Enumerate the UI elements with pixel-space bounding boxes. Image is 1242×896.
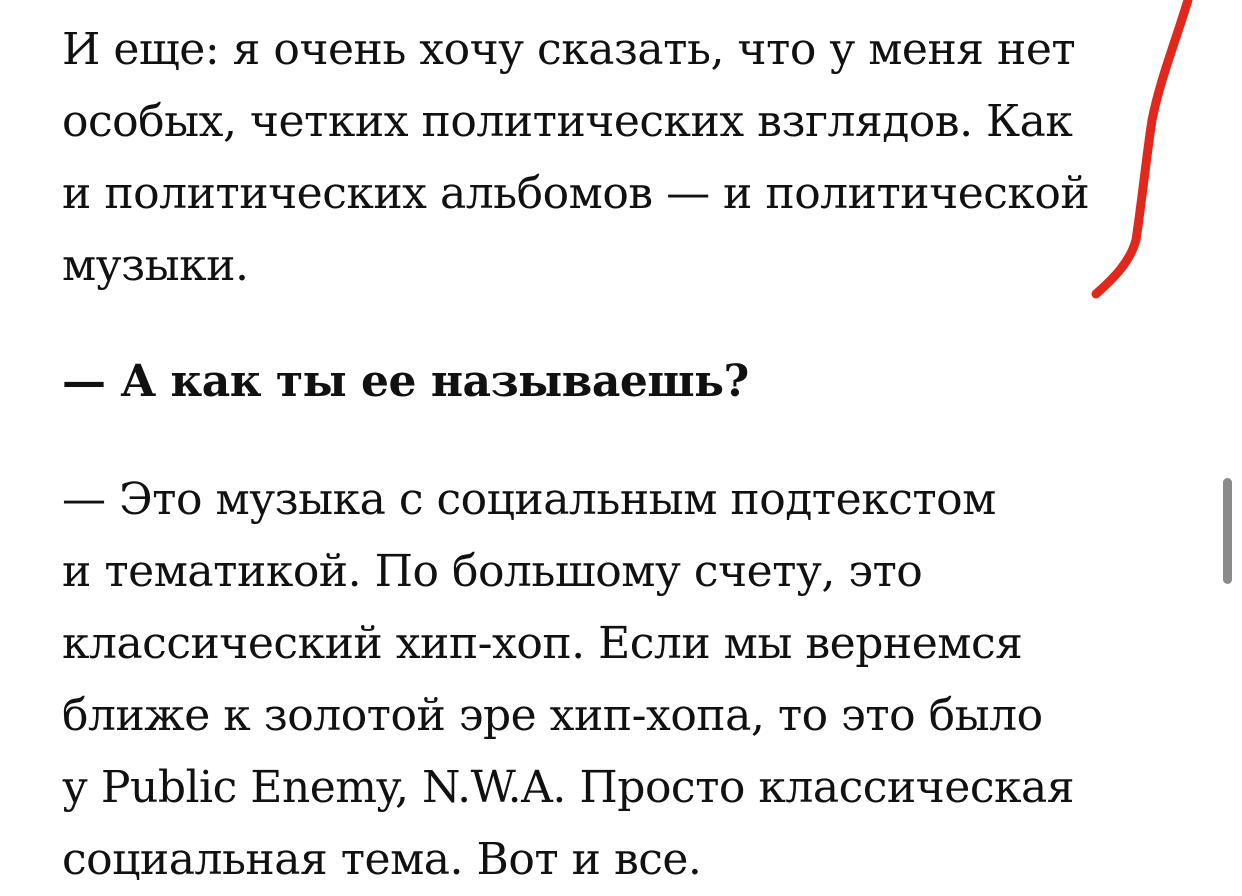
text-line: у Public Enemy, N.W.A. Просто классическая (62, 762, 1074, 813)
paragraph-intro (62, 14, 1089, 302)
annotation-stroke (1096, 0, 1188, 294)
text-line: И еще: я очень хочу сказать, что у меня нет (62, 24, 1076, 75)
interview-question: — А как ты ее называешь? (62, 356, 749, 407)
red-pen-annotation-mark (1080, 0, 1200, 310)
scrollbar-thumb[interactable] (1223, 478, 1232, 584)
text-line: и политических альбомов — и политической (62, 168, 1090, 219)
text-line: ближе к золотой эре хип-хопа, то это было (62, 690, 1043, 741)
text-line: и тематикой. По большому счету, это (62, 546, 923, 597)
text-line: музыки. (62, 240, 249, 291)
text-line: классический хип-хоп. Если мы вернемся (62, 618, 1023, 669)
text-line: — Это музыка с социальным подтекстом (62, 474, 996, 525)
text-line: особых, четких политических взглядов. Как (62, 96, 1073, 147)
paragraph-answer (62, 464, 1074, 896)
text-line: социальная тема. Вот и все. (62, 834, 702, 885)
